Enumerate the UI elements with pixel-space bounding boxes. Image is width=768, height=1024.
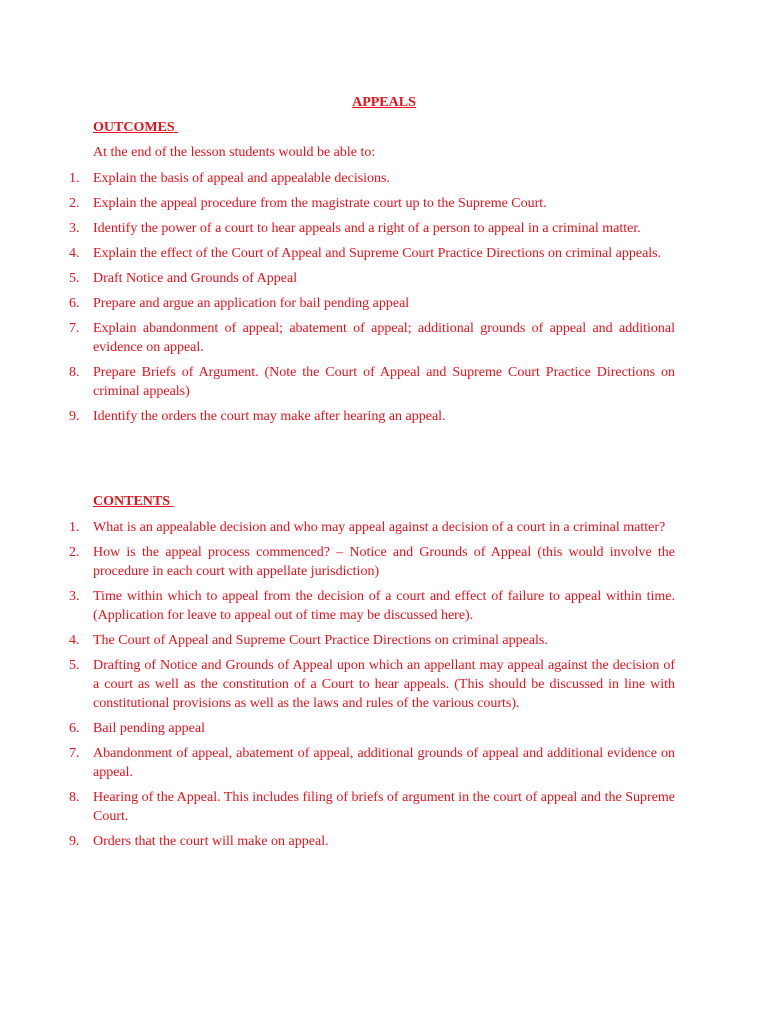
list-item bbox=[0, 407, 675, 426]
item-text: Prepare and argue an application for bail pending appeal bbox=[93, 296, 410, 311]
item-text: Identify the orders the court may make after hearing an appeal. bbox=[93, 409, 446, 424]
item-text: How is the appeal process commenced? – Notice and Grounds of Appeal (this would involve the procedure in each court with appellate jurisdiction) bbox=[93, 545, 675, 579]
outcomes-list bbox=[0, 169, 768, 432]
item-number: 6. bbox=[69, 296, 80, 311]
list-item bbox=[0, 363, 675, 401]
list-item bbox=[0, 744, 675, 782]
item-number: 2. bbox=[69, 196, 80, 211]
contents-heading: CONTENTS bbox=[93, 494, 174, 509]
item-number: 3. bbox=[69, 221, 80, 236]
item-number: 5. bbox=[69, 658, 80, 673]
item-text: Identify the power of a court to hear appeals and a right of a person to appeal in a criminal matter. bbox=[93, 221, 641, 236]
outcomes-heading: OUTCOMES bbox=[93, 120, 179, 135]
item-number: 5. bbox=[69, 271, 80, 286]
item-number: 9. bbox=[69, 409, 80, 424]
list-item bbox=[0, 294, 675, 313]
item-text: Explain the appeal procedure from the magistrate court up to the Supreme Court. bbox=[93, 196, 547, 211]
item-text: Orders that the court will make on appeal. bbox=[93, 834, 329, 849]
item-text: Bail pending appeal bbox=[93, 721, 205, 736]
list-item bbox=[0, 631, 675, 650]
item-number: 8. bbox=[69, 790, 80, 805]
item-text: The Court of Appeal and Supreme Court Practice Directions on criminal appeals. bbox=[93, 633, 548, 648]
item-text: Drafting of Notice and Grounds of Appeal upon which an appellant may appeal against the decision of a court as well as the constitution of a Court to hear appeals. (This should be discussed in line with constitutional provisions as well as the laws and rules of the various courts). bbox=[93, 658, 675, 711]
item-text: Explain the basis of appeal and appealable decisions. bbox=[93, 171, 391, 186]
list-item bbox=[0, 244, 675, 263]
item-number: 7. bbox=[69, 321, 80, 336]
list-item bbox=[0, 587, 675, 625]
item-text: What is an appealable decision and who may appeal against a decision of a court in a criminal matter? bbox=[93, 520, 666, 535]
item-text: Hearing of the Appeal. This includes filing of briefs of argument in the court of appeal and the Supreme Court. bbox=[93, 790, 675, 824]
item-number: 1. bbox=[69, 171, 80, 186]
item-number: 2. bbox=[69, 545, 80, 560]
item-text: Time within which to appeal from the decision of a court and effect of failure to appeal within time. (Application for leave to appeal out of time may be discussed here). bbox=[93, 589, 675, 623]
item-number: 1. bbox=[69, 520, 80, 535]
item-text: Explain the effect of the Court of Appeal and Supreme Court Practice Directions on criminal appeals. bbox=[93, 246, 662, 261]
item-number: 9. bbox=[69, 834, 80, 849]
list-item bbox=[0, 269, 675, 288]
list-item bbox=[0, 832, 675, 851]
page-title: APPEALS bbox=[352, 95, 416, 110]
contents-list bbox=[0, 518, 768, 857]
list-item bbox=[0, 319, 675, 357]
item-number: 4. bbox=[69, 246, 80, 261]
list-item bbox=[0, 788, 675, 826]
list-item bbox=[0, 543, 675, 581]
item-text: Abandonment of appeal, abatement of appeal, additional grounds of appeal and additional evidence on appeal. bbox=[93, 746, 675, 780]
list-item bbox=[0, 518, 675, 537]
list-item bbox=[0, 656, 675, 713]
item-number: 4. bbox=[69, 633, 80, 648]
item-number: 7. bbox=[69, 746, 80, 761]
item-text: Draft Notice and Grounds of Appeal bbox=[93, 271, 298, 286]
item-number: 6. bbox=[69, 721, 80, 736]
list-item bbox=[0, 719, 675, 738]
item-text: Explain abandonment of appeal; abatement of appeal; additional grounds of appeal and additional evidence on appeal. bbox=[93, 321, 675, 355]
intro-text: At the end of the lesson students would be able to: bbox=[93, 145, 376, 160]
list-item bbox=[0, 194, 675, 213]
list-item bbox=[0, 169, 675, 188]
item-number: 8. bbox=[69, 365, 80, 380]
list-item bbox=[0, 219, 675, 238]
item-number: 3. bbox=[69, 589, 80, 604]
item-text: Prepare Briefs of Argument. (Note the Court of Appeal and Supreme Court Practice Directions on criminal appeals) bbox=[93, 365, 675, 399]
